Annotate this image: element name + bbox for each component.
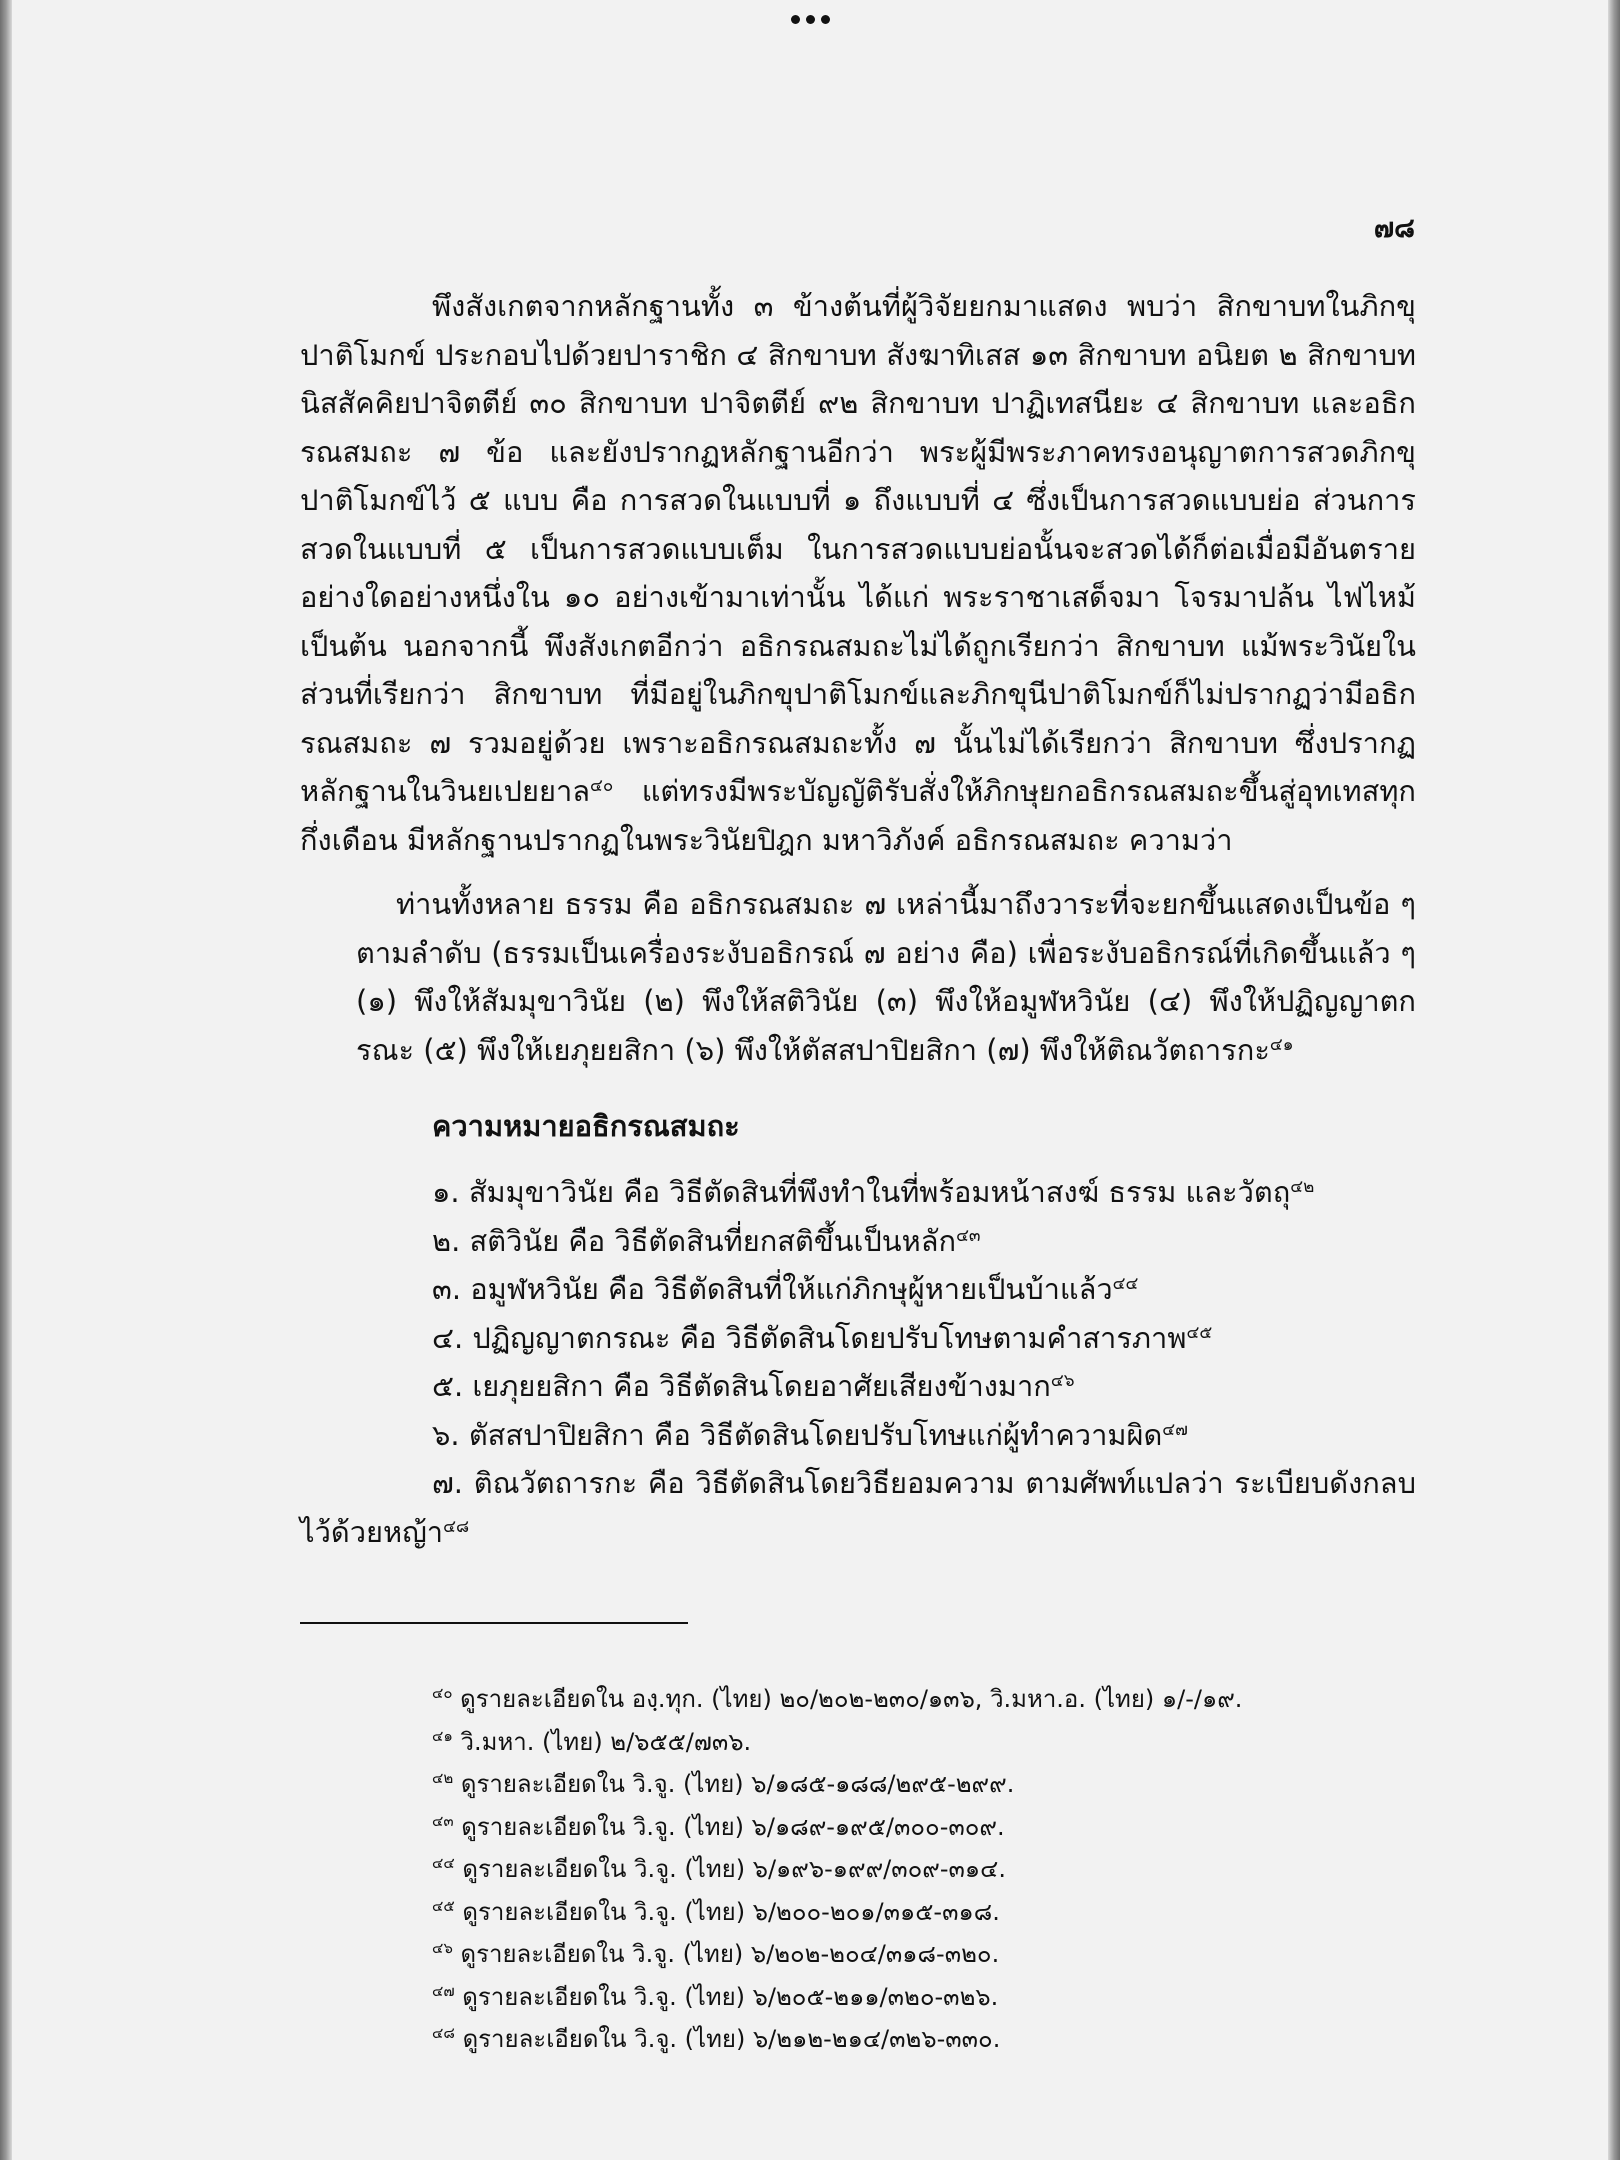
footnote-text: ดูรายละเอียดใน วิ.จู. (ไทย) ๖/๑๘๙-๑๙๕/๓๐๐-๓๐๙. (461, 1812, 1005, 1841)
dot (806, 15, 815, 24)
footnote-text: ดูรายละเอียดใน องฺ.ทุก. (ไทย) ๒๐/๒๐๒-๒๓๐/๑๓๖, วิ.มหา.อ. (ไทย) ๑/-/๑๙. (460, 1685, 1243, 1713)
definition-item (432, 1217, 1416, 1266)
footnote (432, 2018, 1332, 2061)
more-options-icon[interactable] (782, 6, 838, 32)
footnote-number: ๔๔ (432, 1854, 455, 1872)
footnote-number: ๔๖ (432, 1939, 453, 1957)
footnotes (432, 1678, 1332, 2061)
footnote (432, 1933, 1332, 1976)
footnote-ref[interactable]: ๔๓ (956, 1225, 981, 1246)
left-page-shadow (0, 0, 12, 2160)
definition-text: ๓. อมูฬหวินัย คือ วิธีตัดสินที่ให้แก่ภิกษุผู้หายเป็นบ้าแล้ว (432, 1272, 1113, 1306)
definition-text: ๗. ติณวัตถารกะ คือ วิธีตัดสินโดยวิธียอมความ ตามศัพท์แปลว่า ระเบียบดังกลบไว้ด้วยหญ้า (300, 1466, 1416, 1549)
definition-text: ๑. สัมมุขาวินัย คือ วิธีตัดสินที่พึงทำในที่พร้อมหน้าสงฆ์ ธรรม และวัตถุ (432, 1175, 1291, 1209)
right-page-shadow (1608, 0, 1620, 2160)
paragraph-text: พึงสังเกตจากหลักฐานทั้ง ๓ ข้างต้นที่ผู้วิจัยยกมาแสดง พบว่า สิกขาบทในภิกขุปาติโมกข์ ประกอบไปด้วยปาราชิก ๔ สิกขาบท สังฆาทิเสส ๑๓ สิกขาบท อนิยต ๒ สิกขาบท นิสสัคคิยปาจิตตีย์ ๓๐ สิกขาบท ปาจิตตีย์ ๙๒ สิกขาบท ปาฏิเทสนียะ ๔ สิกขาบท และอธิกรณสมถะ ๗ ข้อ และยังปรากฏหลักฐานอีกว่า พระผู้มีพระภาคทรงอนุญาตการสวดภิกขุปาติโมกข์ไว้ ๕ แบบ คือ การสวดในแบบที่ ๑ ถึงแบบที่ ๔ ซึ่งเป็นการสวดแบบย่อ ส่วนการสวดในแบบที่ ๕ เป็นการสวดแบบเต็ม ในการสวดแบบย่อนั้นจะสวดได้ก็ต่อเมื่อมีอันตรายอย่างใดอย่างหนึ่งใน ๑๐ อย่างเข้ามาเท่านั้น ได้แก่ พระราชาเสด็จมา โจรมาปล้น ไฟไหม้ เป็นต้น นอกจากนี้ พึงสังเกตอีกว่า อธิกรณสมถะไม่ได้ถูกเรียกว่า สิกขาบท แม้พระวินัยในส่วนที่เรียกว่า สิกขาบท ที่มีอยู่ในภิกขุปาติโมกข์และภิกขุนีปาติโมกข์ก็ไม่ปรากฏว่ามีอธิกรณสมถะ ๗ รวมอยู่ด้วย เพราะอธิกรณสมถะทั้ง ๗ นั้นไม่ได้เรียกว่า สิกขาบท ซึ่งปรากฏหลักฐานในวินยเปยยาล (300, 289, 1416, 808)
footnote-separator (300, 1622, 688, 1624)
dot (821, 15, 830, 24)
footnote-ref[interactable]: ๔๒ (1290, 1177, 1315, 1197)
footnote (432, 1891, 1332, 1934)
definition-item (432, 1362, 1416, 1411)
footnote-text: ดูรายละเอียดใน วิ.จู. (ไทย) ๖/๑๘๕-๑๘๘/๒๙๕-๒๙๙. (460, 1770, 1015, 1798)
definition-item (432, 1411, 1416, 1460)
body-paragraph (300, 282, 1416, 864)
footnote-ref[interactable]: ๔๔ (1112, 1274, 1139, 1294)
quote-text: ท่านทั้งหลาย ธรรม คือ อธิกรณสมถะ ๗ เหล่านี้มาถึงวาระที่จะยกขึ้นแสดงเป็นข้อ ๆ ตามลำดับ (ธรรมเป็นเครื่องระงับอธิกรณ์ ๗ อย่าง คือ) เพื่อระงับอธิกรณ์ที่เกิดขึ้นแล้ว ๆ (๑) พึงให้สัมมุขาวินัย (๒) พึงให้สติวินัย (๓) พึงให้อมูฬหวินัย (๔) พึงให้ปฏิญญาตกรณะ (๕) พึงให้เยภุยยสิกา (๖) พึงให้ตัสสปาปิยสิกา (๗) พึงให้ติณวัตถารกะ (356, 887, 1416, 1067)
definition-item (432, 1168, 1416, 1217)
footnote-number: ๔๐ (432, 1684, 453, 1702)
footnote-text: ดูรายละเอียดใน วิ.จู. (ไทย) ๖/๒๐๒-๒๐๔/๓๑๘-๓๒๐. (460, 1940, 1000, 1968)
footnote-text: ดูรายละเอียดใน วิ.จู. (ไทย) ๖/๒๑๒-๒๑๔/๓๒๖-๓๓๐. (462, 2025, 1001, 2053)
footnote-ref[interactable]: ๔๗ (1162, 1419, 1188, 1440)
page-number: ๗๘ (1373, 213, 1415, 244)
footnote-ref[interactable]: ๔๘ (443, 1516, 470, 1537)
footnote-number: ๔๓ (432, 1811, 454, 1830)
footnote-ref[interactable]: ๔๖ (1050, 1371, 1075, 1391)
definition-item (432, 1265, 1416, 1314)
footnote-number: ๔๑ (432, 1726, 453, 1745)
footnote-text: ดูรายละเอียดใน วิ.จู. (ไทย) ๖/๒๐๕-๒๑๑/๓๒๐-๓๒๖. (462, 1982, 999, 2011)
footnote (432, 1678, 1332, 1721)
footnote-number: ๔๗ (432, 1981, 455, 2000)
paragraph-tail: แต่ทรงมีพระบัญญัติรับสั่งให้ภิกษุยกอธิกรณสมถะขึ้นสู่อุทเทสทุกกึ่งเดือน มีหลักฐานปรากฏในพระวินัยปิฎก มหาวิภังค์ อธิกรณสมถะ ความว่า (300, 774, 1416, 857)
footnote-number: ๔๘ (432, 2024, 455, 2042)
footnote-number: ๔๕ (432, 1896, 455, 1915)
definition-text: ๔. ปฏิญญาตกรณะ คือ วิธีตัดสินโดยปรับโทษตามคำสารภาพ (432, 1320, 1187, 1355)
definition-text: ๒. สติวินัย คือ วิธีตัดสินที่ยกสติขึ้นเป็นหลัก (432, 1223, 957, 1258)
definition-item (300, 1459, 1416, 1556)
footnote (432, 1806, 1332, 1849)
footnote (432, 1763, 1332, 1806)
definition-text: ๕. เยภุยยสิกา คือ วิธีตัดสินโดยอาศัยเสียงข้างมาก (432, 1369, 1051, 1403)
definition-text: ๖. ตัสสปาปิยสิกา คือ วิธีตัดสินโดยปรับโทษแก่ผู้ทำความผิด (432, 1417, 1163, 1452)
footnote-text: ดูรายละเอียดใน วิ.จู. (ไทย) ๖/๒๐๐-๒๐๑/๓๑๕-๓๑๘. (462, 1897, 1000, 1926)
footnote-text: ดูรายละเอียดใน วิ.จู. (ไทย) ๖/๑๙๖-๑๙๙/๓๐๙-๓๑๔. (462, 1855, 1006, 1883)
dot (791, 15, 800, 24)
section-heading: ความหมายอธิกรณสมถะ (432, 1109, 740, 1143)
block-quote (356, 880, 1416, 1074)
footnote-ref[interactable]: ๔๑ (1269, 1034, 1294, 1055)
page-body (300, 282, 1416, 1556)
footnote-number: ๔๒ (432, 1769, 454, 1787)
footnote-ref[interactable]: ๔๐ (590, 776, 614, 796)
footnote-ref[interactable]: ๔๕ (1186, 1322, 1213, 1343)
definition-item (432, 1314, 1416, 1363)
footnote (432, 1976, 1332, 2019)
definition-list (300, 1168, 1416, 1556)
footnote (432, 1848, 1332, 1891)
footnote-text: วิ.มหา. (ไทย) ๒/๖๕๕/๗๓๖. (460, 1727, 752, 1756)
footnote (432, 1721, 1332, 1764)
